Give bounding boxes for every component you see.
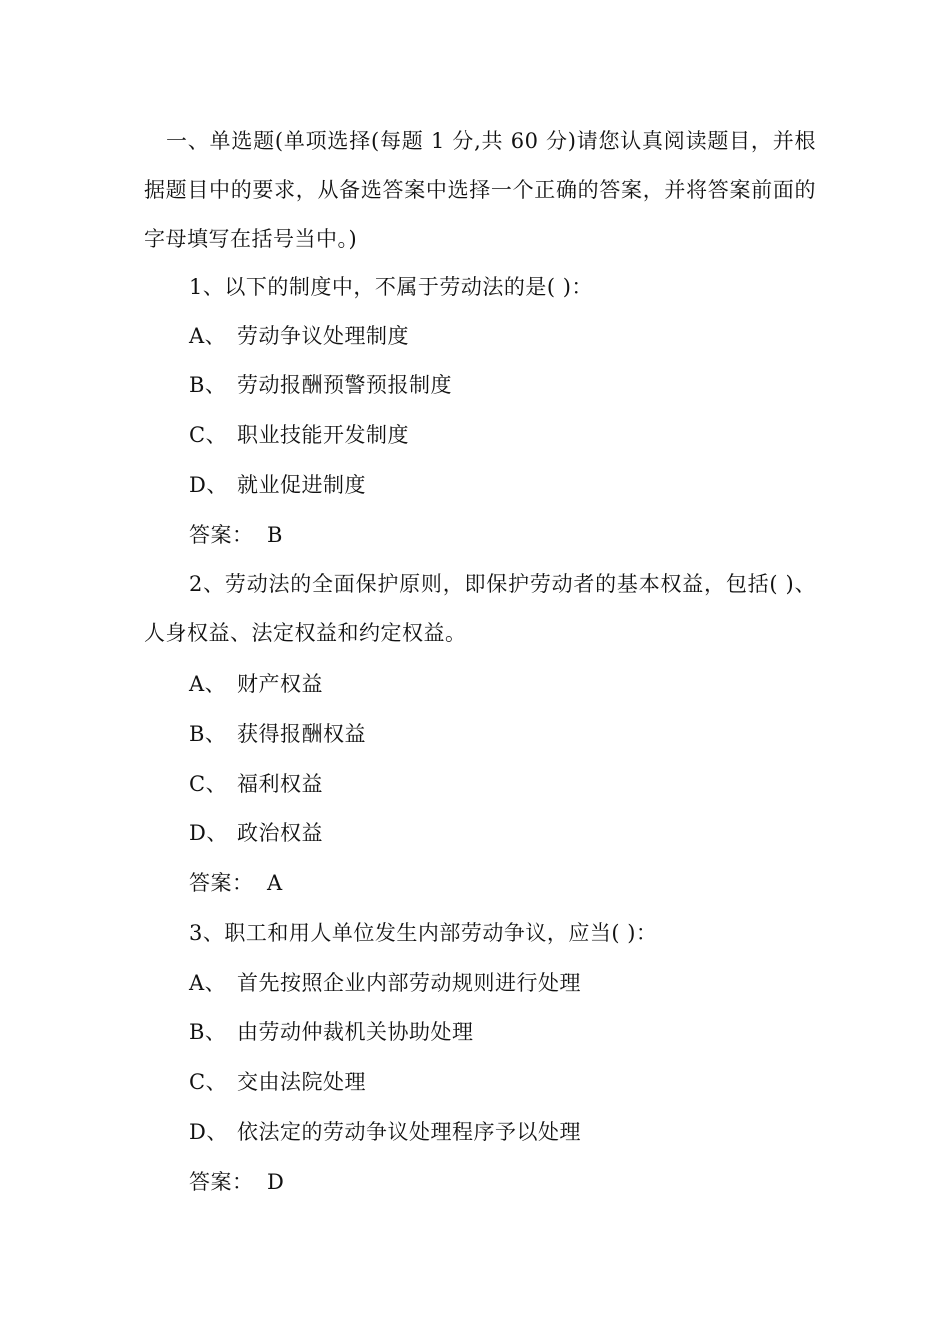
option-letter: B、 (189, 1020, 227, 1044)
question-2-option-c (189, 769, 323, 799)
question-2-option-d (189, 818, 323, 848)
question-3-option-d (189, 1117, 581, 1147)
question-3-answer (189, 1167, 284, 1197)
answer-label: 答案： (189, 523, 254, 547)
option-letter: D、 (189, 473, 228, 497)
question-1-option-d (189, 470, 366, 500)
option-letter: B、 (189, 373, 227, 397)
answer-value: A (267, 871, 283, 895)
option-text: 福利权益 (237, 772, 323, 796)
option-text: 获得报酬权益 (237, 722, 366, 746)
option-letter: C、 (189, 772, 228, 796)
option-text: 首先按照企业内部劳动规则进行处理 (237, 971, 581, 995)
option-text: 交由法院处理 (237, 1070, 366, 1094)
answer-value: D (267, 1170, 285, 1194)
option-letter: D、 (189, 1120, 228, 1144)
option-letter: C、 (189, 1070, 228, 1094)
option-text: 职业技能开发制度 (237, 423, 409, 447)
option-letter: A、 (189, 672, 227, 696)
question-1-option-c (189, 420, 409, 450)
option-text: 劳动报酬预警预报制度 (237, 373, 452, 397)
question-3-stem: 3、职工和用人单位发生内部劳动争议，应当( )： (189, 921, 658, 945)
option-text: 依法定的劳动争议处理程序予以处理 (237, 1120, 581, 1144)
question-2-option-b (189, 719, 366, 749)
option-text: 就业促进制度 (237, 473, 366, 497)
option-text: 由劳动仲裁机关协助处理 (237, 1020, 474, 1044)
option-text: 劳动争议处理制度 (237, 324, 409, 348)
option-letter: A、 (189, 971, 227, 995)
question-3-option-c (189, 1067, 366, 1097)
option-text: 财产权益 (237, 672, 323, 696)
question-2-option-a (189, 669, 323, 699)
option-letter: B、 (189, 722, 227, 746)
question-3-option-b (189, 1017, 474, 1047)
answer-label: 答案： (189, 871, 254, 895)
question-1-option-a (189, 321, 409, 351)
answer-label: 答案： (189, 1170, 254, 1194)
option-letter: A、 (189, 324, 227, 348)
question-1-option-b (189, 370, 452, 400)
question-3-option-a (189, 968, 581, 998)
option-letter: D、 (189, 821, 228, 845)
option-text: 政治权益 (237, 821, 323, 845)
option-letter: C、 (189, 423, 228, 447)
question-1-stem: 1、以下的制度中，不属于劳动法的是( )： (189, 275, 593, 299)
question-1-answer (189, 520, 283, 550)
answer-value: B (267, 523, 283, 547)
section-instructions: 一、单选题(单项选择(每题 1 分,共 60 分)请您认真阅读题目，并根据题目中的要求，从备选答案中选择一个正确的答案，并将答案前面的字母填写在括号当中。) (144, 129, 816, 251)
question-2-stem: 2、劳动法的全面保护原则，即保护劳动者的基本权益，包括( )、人身权益、法定权益和约定权益。 (144, 572, 816, 645)
question-2-answer (189, 868, 283, 898)
